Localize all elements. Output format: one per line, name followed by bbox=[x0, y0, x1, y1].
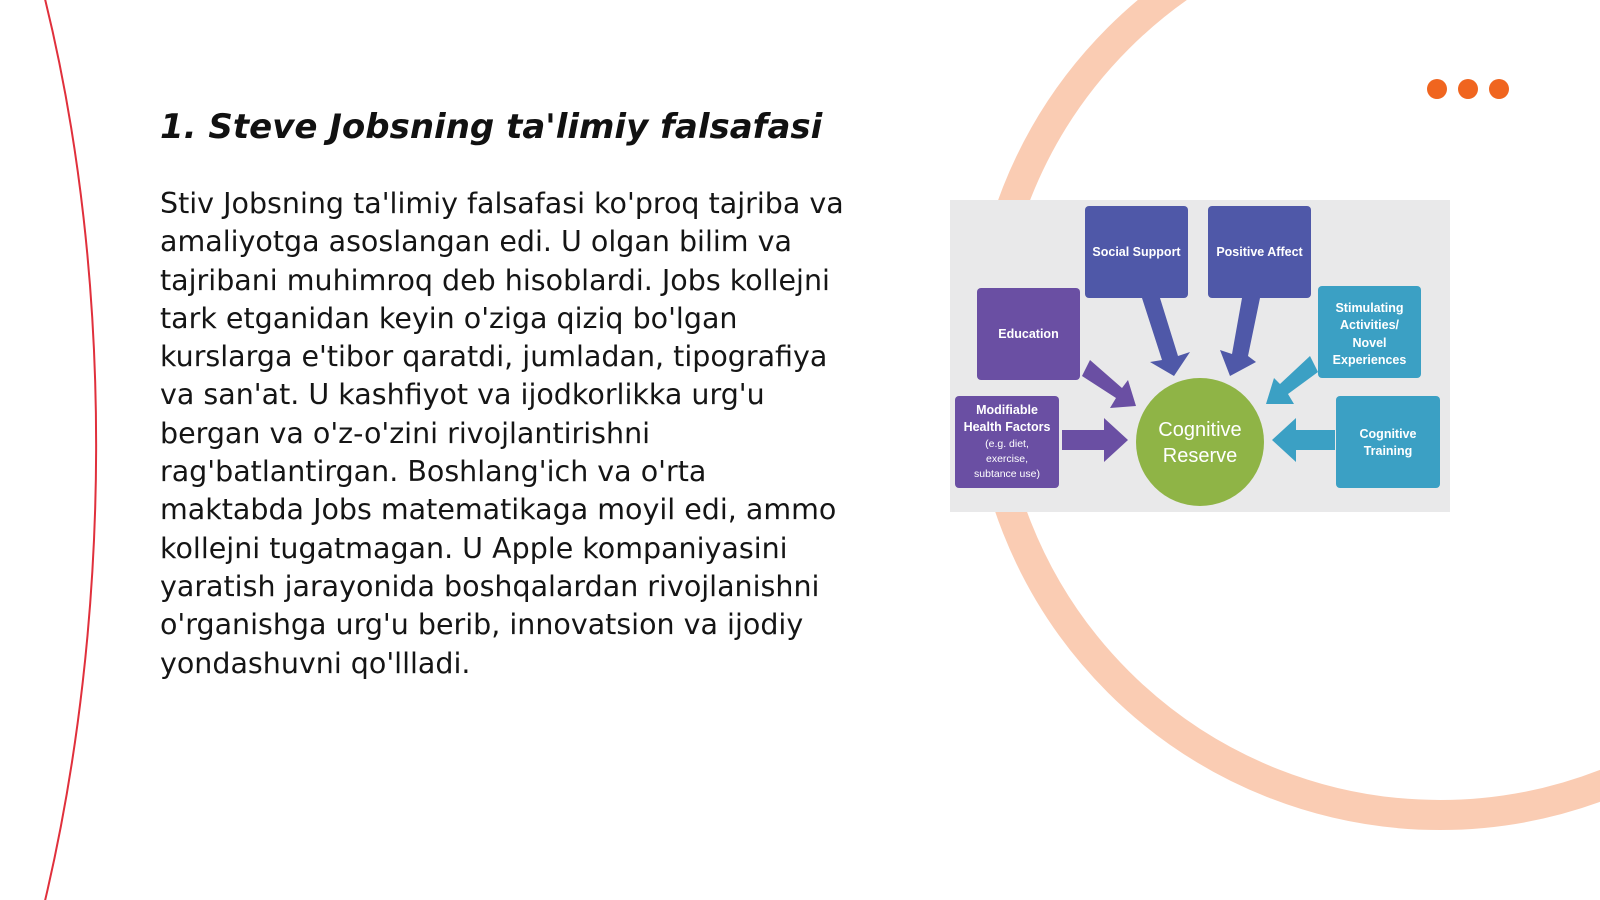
accent-dot bbox=[1427, 79, 1447, 99]
label-stimulating-2: Activities/ bbox=[1339, 318, 1400, 332]
decorative-left-curve bbox=[44, 0, 96, 900]
label-training-2: Training bbox=[1363, 444, 1413, 458]
label-social-support: Social Support bbox=[1092, 245, 1181, 259]
label-modifiable-sub-2: exercise, bbox=[985, 453, 1029, 465]
accent-dots bbox=[1427, 79, 1509, 99]
node-cognitive-reserve bbox=[1136, 378, 1264, 506]
label-education: Education bbox=[998, 327, 1059, 341]
cognitive-reserve-diagram bbox=[950, 200, 1450, 512]
label-modifiable-sub-3: subtance use) bbox=[974, 468, 1040, 480]
label-cognitive-reserve-1: Cognitive bbox=[1158, 419, 1242, 441]
accent-dot bbox=[1458, 79, 1478, 99]
slide-body-text: Stiv Jobsning ta'limiy falsafasi ko'proq tajriba va amaliyotga asoslangan edi. U olgan bilim va tajribani muhimroq deb hisoblardi. Jobs kollejni tark etganidan keyin o'ziga qiziq bo'lgan kurslarga e'tibor qaratdi, jumladan, tipografiya va san'at. U kashfiyot va ijodkorlikka urg'u bergan va o'z-o'zini rivojlantirishni rag'batlantirgan. Boshlang'ich va o'rta maktabda Jobs matematikaga moyil edi, ammo kollejni tugatmagan. U Apple kompaniyasini yaratish jarayonida boshqalardan rivojlanishni o'rganishga urg'u berib, innovatsion va ijodiy yondashuvni qo'llladi. bbox=[160, 187, 844, 680]
label-stimulating-4: Experiences bbox=[1332, 353, 1407, 367]
label-modifiable-sub-1: (e.g. diet, bbox=[985, 438, 1029, 450]
label-stimulating-1: Stimulating bbox=[1335, 301, 1404, 315]
label-cognitive-reserve-2: Reserve bbox=[1162, 445, 1238, 467]
label-modifiable-2: Health Factors bbox=[963, 420, 1051, 434]
label-training-1: Cognitive bbox=[1359, 427, 1417, 441]
accent-dot bbox=[1489, 79, 1509, 99]
label-stimulating-3: Novel bbox=[1352, 336, 1387, 350]
slide-title: 1. Steve Jobsning ta'limiy falsafasi bbox=[160, 107, 823, 147]
label-positive-affect: Positive Affect bbox=[1216, 245, 1303, 259]
node-training bbox=[1336, 396, 1440, 488]
label-modifiable-1: Modifiable bbox=[976, 403, 1038, 417]
